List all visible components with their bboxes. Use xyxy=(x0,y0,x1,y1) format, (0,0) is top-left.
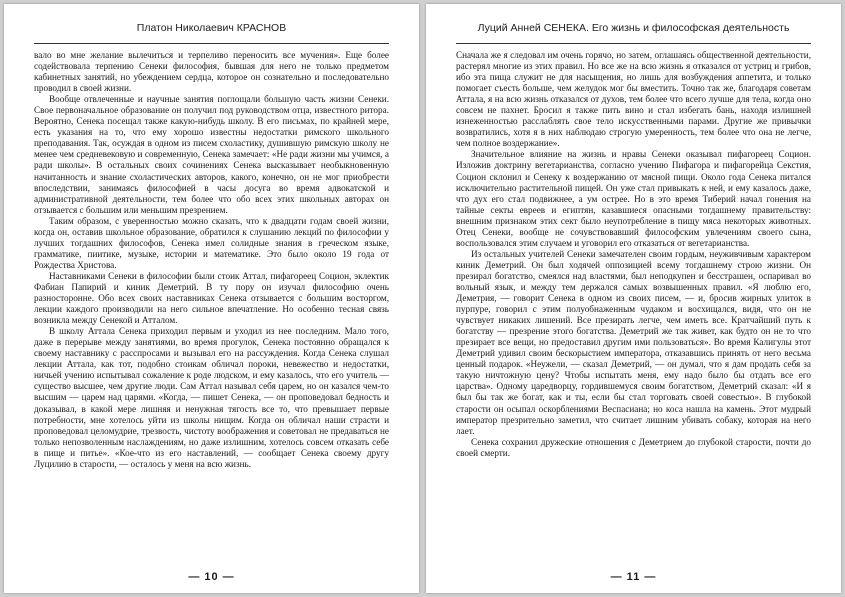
left-page-body xyxy=(34,50,389,561)
running-header-author: Платон Николаевич КРАСНОВ xyxy=(136,22,287,34)
page-number: — 11 — xyxy=(610,571,657,583)
left-page xyxy=(4,4,419,593)
paragraph: Значительное влияние на жизнь и нравы Сенеки оказывал пифагореец Социон. Изложив доктрину вегетарианства, согласно учению Пифагора и пифагорейца Секстия, Социон склонил и Сенеку к воздержанию от мясной пищи. Около года Сенека питался исключительно растительной пищей. Он уже стал привыкать к ней, и ему казалось даже, что дух его стал подвижнее, а ум острее. Но в это время Тиберий начал гонения на тайные секты евреев и египтян, казавшиеся опасными тогдашнему правительству: внешним признаком этих сект было неупотребление в пищу мяса некоторых животных. Отец Сенеки, вообще не сочувствовавший философским увлечениям своего сына, воспользовался этим случаем и уговорил его отказаться от вегетарианства. xyxy=(456,149,811,248)
page-number: — 10 — xyxy=(188,571,235,583)
header-rule xyxy=(34,43,389,44)
paragraph: вало во мне желание вылечиться и терпеливо переносить все мучения». Еще более содействовала терпению Сенеки философия, бывшая для него не только предметом кабинетных занятий, но убеждением сердца, которое он сознательно и последовательно проводил в своей жизни. xyxy=(34,50,389,94)
paragraph: Из остальных учителей Сенеки замечателен своим гордым, неуживчивым характером киник Деметрий. Он был ходячей оппозицией всему тогдашнему строю жизни. Он презирал богатство, смеялся над властями, был неподкупен и бесстрашен, оспаривал во вольный язык, и между тем держался самых возвышенных правил. «Я люблю его, Деметрия, — говорит Сенека в одном из своих писем, — и, бросив жирных улиток в пурпуре, говорил с этим полуобнаженным чудаком и восхищался, видя, что он не чувствует никаких лишений. Все презирать легче, чем иметь все. Кратчайший путь к богатству — презрение этого богатства. Деметрий же так живет, как будто он не то что презирает все вещи, но предоставил другим ими пользоваться». Во время Калигулы этот Деметрий удивил своим бескорыстием императора, отказавшись принять от него весьма ценный подарок. «Неужели, — сказал Деметрий, — он думал, что я дам продать себя за такую ничтожную цену? Чтобы испытать меня, ему надо было бы отдать все его царства». Одному царедворцу, гордившемуся своим богатством, Деметрий сказал: «И я был бы так же богат, как и ты, если бы стал торговать своей совестью». В глубокой старости он осыпал оскорблениями Веспасиана; но коса нашла на камень. Этот мудрый император презрительно заметил, что считает лишним убивать собаку, которая на него лает. xyxy=(456,248,811,436)
right-page-body xyxy=(456,50,811,561)
paragraph: Таким образом, с уверенностью можно сказать, что к двадцати годам своей жизни, когда он, оставив школьное образование, обратился к слушанию лекций по философии у лучших тогдашних философов, Сенека имел солидные знания в греческом языке, грамматике, пиитике, музыке, истории и математике. Это было около 19 года от Рождества Христова. xyxy=(34,215,389,270)
running-header-title: Луций Анней СЕНЕКА. Его жизнь и философская деятельность xyxy=(477,22,790,34)
paragraph: Сначала же я следовал им очень горячо, но затем, оглашаясь общественной деятельности, растерял многие из этих правил. Но все же на всю жизнь я отказался от устриц и грибов, ибо эта пища служит не для насыщения, но лишь для возбуждения аппетита, и только помогает съесть больше, чем желудок мог бы вместить. Точно так же, благодаря советам Аттала, я на всю жизнь отказался от духов, тем более что всего лучше для тела, когда оно совсем не пахнет. Бросил я также пить вино и стал избегать бань, находя излишней изнеженностью расслаблять свое тело искусственными парами. Другие же привычки возвратились, хотя я в них наблюдаю строгую умеренность, тем более что она не легче, чем полное воздержание». xyxy=(456,50,811,149)
header-rule xyxy=(456,43,811,44)
paragraph: В школу Аттала Сенека приходил первым и уходил из нее последним. Мало того, даже в перерыве между занятиями, во время прогулок, Сенека постоянно обращался к своему наставнику с расспросами и вызывал его на рассуждения. Когда Сенека слушал лекции Аттала, как тот, подобно стоикам обличал пороки, невежество и недостатки, ничьей учению испытывал сожаление к роде людском, и ему казалось, что его учитель — существо высшее, чем другие люди. Сам Аттал называл себя царем, но он казался чем-то высшим — царем над царями. «Когда, — пишет Сенека, — он проповедовал бедность и доказывал, в какой мере лишняя и ненужная тягость все то, что превышает первые потребности, мне хотелось уйти из школы нищим. Когда он обличал наши страсти и проповедовал целомудрие, трезвость, чистоту воображения и советовал не предаваться не только непозволенным наслаждениям, но даже излишним, хотелось совсем отказать себе в пище и питье». «Кое-что из его наставлений, — сообщает Сенека своему другу Луцилию в старости, — осталось у меня на всю жизнь. xyxy=(34,326,389,469)
paragraph: Вообще отвлеченные и научные занятия поглощали большую часть жизни Сенеки. Свое первоначальное образование он получил под руководством отца, известного ритора. Вероятно, Сенека посещал также какую-нибудь школу. В его письмах, по крайней мере, есть указания на то, что ему хорошо известны недостатки римского школьного преподавания. Так, осуждая в одном из писем схоластику, душившую римскую школу не менее чем средневековую и современную, Сенека замечает: «Не ради жизни мы учимся, а ради школы». В остальных своих сочинениях Сенека высказывает необыкновенную начитанность и знание схоластических авторов, какого, конечно, он не мог приобрести впоследствии, занимаясь философией в часы досуга во время адвокатской и административной деятельности, тем более что обо всех этих школьных авторах он отзывается с большим или меньшим презрением. xyxy=(34,94,389,215)
right-page xyxy=(426,4,841,593)
paragraph: Сенека сохранил дружеские отношения с Деметрием до глубокой старости, почти до своей смерти. xyxy=(456,436,811,458)
paragraph: Наставниками Сенеки в философии были стоик Аттал, пифагореец Социон, эклектик Фабиан Папирий и киник Деметрий. В ту пору он изучал философию очень разносторонне. Обо всех своих наставниках Сенека отзывается с большим восторгом, лекции каждого производили на него сильное впечатление. Но особенно тесная связь возникла между Сенекой и Атталом. xyxy=(34,270,389,326)
